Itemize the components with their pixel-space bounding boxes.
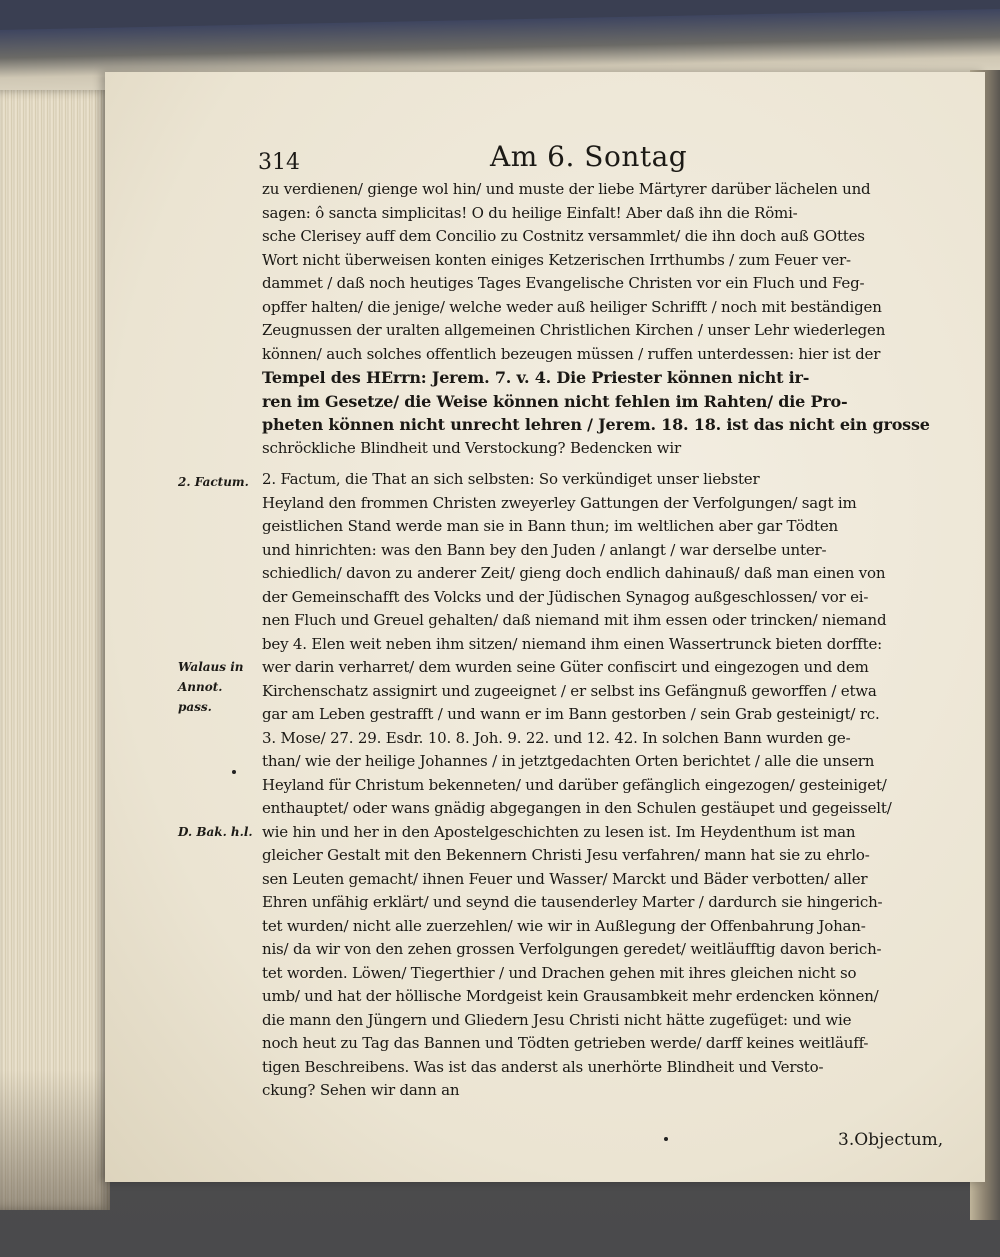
page-stack-left	[0, 90, 110, 1210]
text-line: gleicher Gestalt mit den Bekennern Christi Jesu verfahren/ mann hat sie zu ehrlo-	[262, 846, 870, 864]
text-line: können/ auch solches offentlich bezeugen müssen / ruffen unterdessen: hier ist der	[262, 344, 881, 363]
text-line: Kirchenschatz assignirt und zugeeignet / er selbst ins Gefängnuß geworffen / etwa	[262, 681, 877, 700]
text-line: sen Leuten gemacht/ ihnen Feuer und Wasser/ Marckt und Bäder verbotten/ aller	[262, 869, 868, 888]
text-line: dammet / daß noch heutiges Tages Evangelische Christen vor ein Fluch und Feg-	[262, 274, 865, 292]
text-line: pheten können nicht unrecht lehren / Jerem. 18. 18. ist das nicht ein grosse	[262, 415, 930, 434]
running-head: Am 6. Sontag	[490, 140, 688, 173]
text-line: Heyland für Christum bekenneten/ und darüber gefänglich eingezogen/ gesteiniget/	[262, 775, 887, 794]
text-line: wer darin verharret/ dem wurden seine Güter confiscirt und eingezogen und dem	[262, 658, 869, 676]
margin-note-pass: pass.	[178, 700, 212, 714]
ink-dot	[664, 1137, 668, 1141]
text-line: 3. Mose/ 27. 29. Esdr. 10. 8. Joh. 9. 22. und 12. 42. In solchen Bann wurden ge-	[262, 728, 851, 747]
text-line: nis/ da wir von den zehen grossen Verfolgungen geredet/ weitläufftig davon berich-	[262, 940, 882, 958]
text-line: bey 4. Elen weit neben ihm sitzen/ niemand ihm einen Wassertrunck bieten dorffte:	[262, 634, 883, 653]
text-line: ren im Gesetze/ die Weise können nicht fehlen im Rahten/ die Pro-	[262, 391, 848, 411]
text-line: die mann den Jüngern und Gliedern Jesu Christi nicht hätte zugefüget: und wie	[262, 1010, 852, 1029]
text-line: geistlichen Stand werde man sie in Bann thun; im weltlichen aber gar Tödten	[262, 517, 838, 535]
text-line: tet wurden/ nicht alle zuerzehlen/ wie wir in Außlegung der Offenbahrung Johan-	[262, 916, 866, 935]
text-line: enthauptet/ oder wans gnädig abgegangen in den Schulen gestäupet und gegeisselt/	[262, 799, 892, 817]
margin-note-bak: D. Bak. h.l.	[178, 825, 253, 839]
text-line: than/ wie der heilige Johannes / in jetztgedachten Orten berichtet / alle die unsern	[262, 752, 875, 770]
text-line: schröckliche Blindheit und Verstockung? Bedencken wir	[262, 438, 681, 457]
text-line: schiedlich/ davon zu anderer Zeit/ gieng doch endlich dahinauß/ daß man einen von	[262, 564, 886, 582]
text-line: Ehren unfähig erklärt/ und seynd die tausenderley Marter / dardurch sie hingerich-	[262, 893, 883, 911]
text-line: umb/ und hat der höllische Mordgeist kein Grausambkeit mehr erdencken können/	[262, 987, 879, 1005]
text-line: der Gemeinschafft des Volcks und der Jüdischen Synagog außgeschlossen/ vor ei-	[262, 587, 869, 606]
text-line: 2. Factum, die That an sich selbsten: So verkündiget unser liebster	[262, 470, 760, 488]
page-number: 314	[258, 150, 300, 175]
text-line: Heyland den frommen Christen zweyerley Gattungen der Verfolgungen/ sagt im	[262, 493, 857, 512]
text-line: tet worden. Löwen/ Tiegerthier / und Drachen gehen mit ihres gleichen nicht so	[262, 963, 857, 982]
text-line: wie hin und her in den Apostelgeschichten zu lesen ist. Im Heydenthum ist man	[262, 822, 856, 841]
text-line: noch heut zu Tag das Bannen und Tödten getrieben werde/ darff keines weitläuff-	[262, 1034, 869, 1052]
text-line: ckung? Sehen wir dann an	[262, 1081, 460, 1099]
text-line: zu verdienen/ gienge wol hin/ und muste der liebe Märtyrer darüber lächelen und	[262, 180, 871, 198]
text-line: Tempel des HErrn: Jerem. 7. v. 4. Die Priester können nicht ir-	[262, 368, 810, 387]
text-line: sagen: ô sancta simplicitas! O du heilige Einfalt! Aber daß ihn die Römi-	[262, 203, 798, 222]
text-line: Wort nicht überweisen konten einiges Ketzerischen Irrthumbs / zum Feuer ver-	[262, 250, 851, 269]
text-line: gar am Leben gestrafft / und wann er im Bann gestorben / sein Grab gesteinigt/ rc.	[262, 705, 880, 723]
margin-note-walaus: Walaus in	[178, 660, 244, 674]
margin-note-factum: 2. Factum.	[178, 475, 249, 489]
catchword: 3.Objectum,	[838, 1130, 944, 1150]
text-line: nen Fluch und Greuel gehalten/ daß niemand mit ihm essen oder trincken/ niemand	[262, 611, 887, 629]
text-block	[262, 178, 942, 1103]
text-line: Zeugnussen der uralten allgemeinen Christlichen Kirchen / unser Lehr wiederlegen	[262, 321, 886, 339]
text-line: tigen Beschreibens. Was ist das anderst als unerhörte Blindheit und Versto-	[262, 1057, 824, 1076]
text-line: und hinrichten: was den Bann bey den Juden / anlangt / war derselbe unter-	[262, 540, 827, 559]
margin-note-annot: Annot.	[178, 680, 223, 694]
text-line: sche Clerisey auff dem Concilio zu Costnitz versammlet/ die ihn doch auß GOttes	[262, 227, 865, 245]
text-line: opffer halten/ die jenige/ welche weder auß heiliger Schrifft / noch mit beständigen	[262, 297, 882, 316]
ink-dot	[232, 770, 236, 774]
